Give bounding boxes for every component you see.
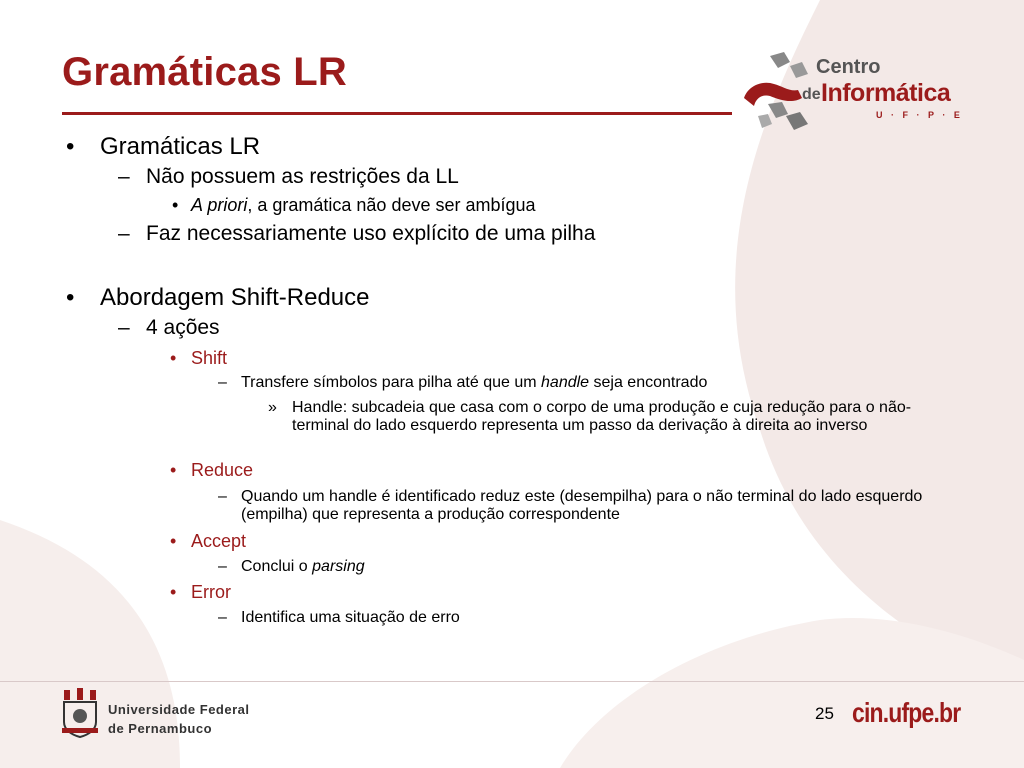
reduce-desc: Quando um handle é identificado reduz este (desempilha) para o não terminal do lado esquerdo (empilha) que representa a produção correspondente (241, 488, 923, 523)
cin-logo-informatica: Informática (821, 79, 951, 107)
action-error: Error (191, 582, 231, 602)
dash-marker: – (218, 374, 227, 391)
dash-marker: – (218, 488, 227, 505)
ufpe-name-line2: de Pernambuco (108, 721, 213, 736)
bullet-marker: • (170, 582, 177, 602)
ufpe-seal-icon (60, 688, 100, 738)
sub-nao-possuem: Não possuem as restrições da LL (146, 165, 459, 188)
raquo-marker: » (268, 399, 277, 416)
bullet-marker: • (66, 284, 75, 311)
dash-marker: – (118, 316, 130, 339)
shift-desc (241, 374, 707, 392)
bullet-marker: • (172, 195, 179, 215)
error-desc: Identifica uma situação de erro (241, 609, 460, 626)
slide-title: Gramáticas LR (62, 50, 347, 94)
accept-desc-parsing: parsing (312, 558, 365, 575)
shift-handle-definition: Handle: subcadeia que casa com o corpo de uma produção e cuja redução para o não-terminal do lado esquerdo representa um passo da derivação à direita ao inverso (292, 399, 912, 434)
cin-logo-centro: Centro (816, 56, 881, 78)
a-priori-rest: , a gramática não deve ser ambígua (247, 195, 536, 215)
dash-marker: – (218, 558, 227, 575)
cin-logo (738, 46, 970, 136)
accept-desc (241, 558, 365, 576)
action-accept: Accept (191, 531, 247, 551)
bullet-marker: • (66, 133, 75, 160)
accept-desc-pre: Conclui o (241, 558, 313, 575)
ufpe-name-line1: Universidade Federal (108, 702, 250, 717)
bullet-gramaticas-lr: Gramáticas LR (100, 133, 261, 160)
page-number: 25 (815, 704, 834, 723)
bullet-marker: • (170, 348, 177, 368)
shift-desc-pre: Transfere símbolos para pilha até que um (241, 374, 542, 391)
footer-divider (0, 681, 1024, 682)
dash-marker: – (118, 165, 130, 188)
dash-marker: – (218, 609, 227, 626)
action-shift: Shift (191, 348, 228, 368)
a-priori-emphasis: A priori (191, 195, 248, 215)
ufpe-name (108, 700, 250, 738)
sub-4-acoes: 4 ações (146, 316, 220, 339)
sub-faz-necessariamente: Faz necessariamente uso explícito de uma pilha (146, 222, 596, 245)
title-underline (62, 112, 732, 115)
dash-marker: – (118, 222, 130, 245)
cin-logo-ufpe: U · F · P · E (876, 110, 963, 120)
cin-logo-de: de (802, 86, 821, 103)
shift-desc-handle: handle (541, 374, 590, 391)
bullet-abordagem: Abordagem Shift-Reduce (100, 284, 370, 311)
bullet-marker: • (170, 460, 177, 480)
action-reduce: Reduce (191, 460, 254, 480)
shift-desc-post: seja encontrado (589, 374, 708, 391)
cin-site-logo: cin.ufpe.br (852, 697, 961, 728)
bullet-marker: • (170, 531, 177, 551)
sub-a-priori (191, 195, 536, 216)
